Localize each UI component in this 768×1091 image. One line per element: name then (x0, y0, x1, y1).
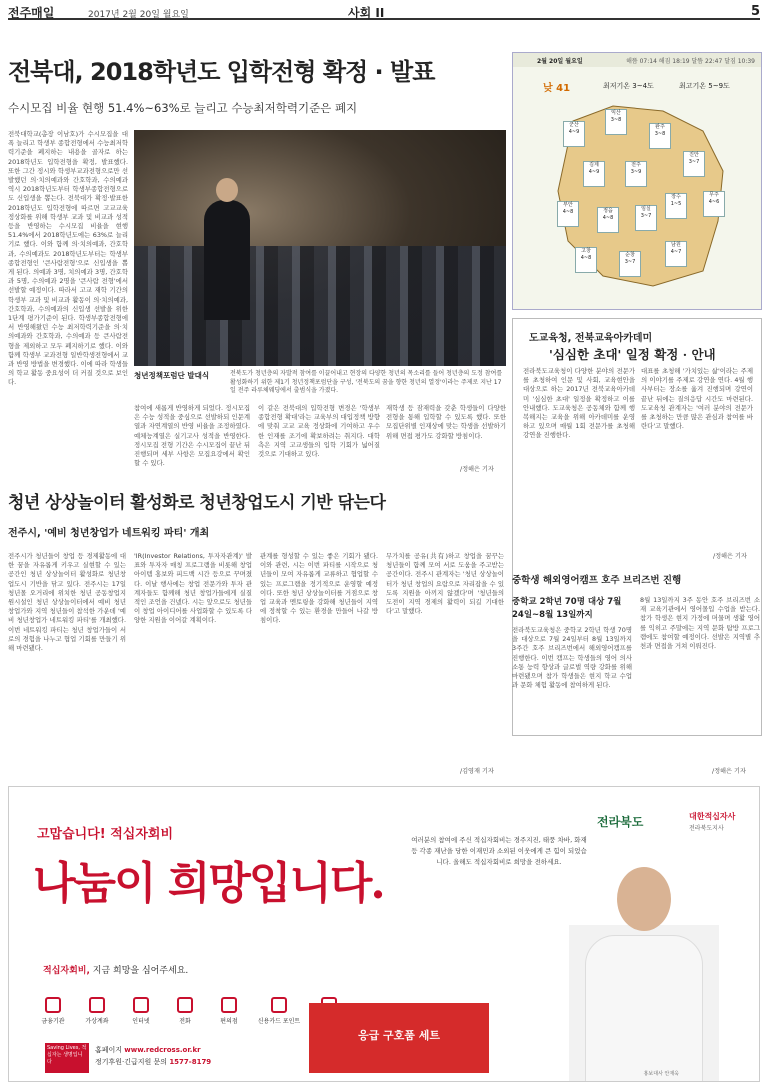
ambassador-credit: 홍보대사 안재욱 (643, 1071, 679, 1077)
ad-homepage: 홈페이지 www.redcross.or.kr (95, 1046, 201, 1054)
article4-column-1: 전라북도교육청은 중학교 2학년 학생 70명을 대상으로 7월 24일부터 8월 13일까지 3주간 호주 브리즈번에서 해외영어캠프를 진행한다. 이번 캠프는 학생들의 영어 의사소통 능력 향상과 글로벌 역량 강화를 위해 마련됐으며 참가 학생들은 현지 학교 수업과 문화 체험 활동에 참여하게 된다. (512, 626, 632, 690)
redcross-logo: 대한적십자사 (689, 812, 736, 821)
article1-column-2: 참여에 새롭게 반영하게 되었다. 정시모집은 수능 성적을 중심으로 선발하되 인문계열과 자연계열의 반영 비율을 조정하였다. 예체능계열은 실기고사 성적을 반영한다. 정시모집 전형 기간은 수시모집이 끝난 뒤 진행되며 세부 사항은 모집요강에서 확인할 수 있다. (134, 404, 250, 468)
article1-column-3: 이 같은 전북대의 입학전형 변경은 '학생부 종합전형 확대'라는 교육부의 대입정책 방향에 맞춰 고교 교육 정상화에 기여하고 우수한 인재를 조기에 확보하려는 취지다. 대학 측은 지역 고교생들의 입학 기회가 넓어질 것으로 기대하고 있다. (258, 404, 380, 459)
city-gunsan: 군산 4~9 (563, 121, 585, 147)
photo-speaker (204, 200, 250, 320)
temp-low: 최저기온 3~4도 (603, 82, 654, 90)
ad-message: 여러분의 참여에 주신 적십자회비는 경주지진, 태풍 차바, 화재 등 각종 재난을 당한 이재민과 소외된 이웃에게 큰 힘이 되었습니다. 올해도 적십자회비로 희망을 전하세요. (411, 836, 587, 866)
article1-column-4: 재학생 등 잠재력을 갖춘 학생들이 다양한 전형을 통해 입학할 수 있도록 했다. 또한 모집단위별 인재상에 맞는 학생을 선발하기 위해 면접 평가도 강화할 방침이다. (386, 404, 506, 440)
payment-methods (33, 997, 353, 1037)
article4-subtitle: 중학교 2학년 70명 대상 7월 24일~8월 13일까지 (512, 597, 622, 620)
ad-tagline: 적십자회비, 지금 희망을 심어주세요. (43, 966, 189, 976)
page-header (8, 4, 760, 20)
redcross-branch: 전라북도지사 (689, 825, 724, 832)
city-gimje: 김제 4~9 (583, 161, 605, 187)
saving-lives-badge: Saving Lives, 적십자는 생명입니다 (45, 1043, 89, 1073)
ad-phone: 정기후원·긴급지원 문의 1577-8179 (95, 1058, 212, 1066)
article2-title: '심심한 초대' 일정 확정 · 안내 (549, 347, 716, 362)
weather-date: 2월 20일 월요일 (537, 58, 583, 65)
city-gochang: 고창 4~8 (575, 247, 597, 273)
article3-column-2: 'IR(Investor Relations, 투자자관계)' 발표와 투자자 매칭 프로그램을 비롯해 창업 아이템 홍보와 피드백 시간 등으로 꾸며졌다. 이날 행사에는 창업 전문가와 투자 관계자들도 함께해 청년 창업가들에게 실질적인 조언을 건넸다. 시는 앞으로도 청년들이 창업 아이디어를 사업화할 수 있도록 다양한 지원을 이어갈 계획이다. (134, 552, 252, 625)
newspaper-logo: 전주매일 (8, 6, 55, 20)
article3-column-1: 전주시가 청년들이 창업 등 경제활동에 대한 꿈을 자유롭게 키우고 실현할 수 있는 공간인 청년 상상놀이터 활성화로 청년창업도시 기반을 닦고 있다. 전주시는 17일 청년몰 오거리에 위치한 청년 공동창업지원시설인 청년 상상놀이터에서 예비 청년창업가와 지역 청년들이 참석한 가운데 '예비 청년창업가 네트워킹 파티'를 개최했다. 이번 네트워킹 파티는 청년 창업가들이 서로의 경험을 나누고 협업 기회를 만들기 위해 마련됐다. (8, 552, 126, 653)
photo-caption: 전북도가 청년층의 자발적 참여를 이끌어내고 현장의 다양한 청년의 목소리를 들어 청년층의 도정 참여를 활성화하기 위한 제1기 청년정책포럼단을 구성, '전북도의 꿈을 향한 청년의 열정'이라는 주제로 지난 17일 전주 라루체웨딩에서 출범식을 가졌다. (230, 370, 503, 394)
city-iksan: 익산 3~8 (605, 109, 627, 135)
ad-signature: 고맙습니다! 적십자회비 (37, 827, 174, 842)
relief-kit-box: 응급 구호품 세트 (309, 1003, 489, 1073)
store-icon: 편의점 (209, 997, 249, 1025)
jeonbuk-logo: 전라북도 (597, 815, 644, 829)
article2-kicker: 도교육청, 전북교육아카데미 (529, 333, 653, 344)
phone-icon: 전화 (165, 997, 205, 1025)
jeonbuk-map (553, 101, 733, 291)
city-namwon: 남원 4~7 (665, 241, 687, 267)
article4-column-2: 8월 13일까지 3주 동안 호주 브리즈번 소재 교육기관에서 영어몰입 수업을 받는다. 참가 학생은 현지 가정에 머물며 생활 영어를 익히고 주말에는 지역 문화 탐방 프로그램에도 참여할 예정이다. 선발은 지역별 추천과 면접을 거쳐 이뤄진다. (640, 596, 760, 651)
page-number: 5 (750, 4, 760, 19)
article3-byline: /김영재 기자 (460, 768, 494, 775)
city-sunchang: 순창 3~7 (619, 251, 641, 277)
ambassador-photo (569, 857, 719, 1082)
section-title: 사회 II (348, 6, 385, 20)
article2-column-1: 전라북도교육청이 다양한 분야의 전문가를 초청하여 인문 및 사회, 교육현안을 대상으로 하는 2017년 전북교육아카데미 '심심한 초대' 일정을 확정하고 이를 안내했다. 도교육청은 공동체와 함께 행복해지는 교육을 위해 아카데미를 운영하고 있으며 매월 1회 전문가를 초청해 강연을 진행한다. (523, 367, 635, 440)
city-jeonju: 전주 3~9 (625, 161, 647, 187)
article4-title: 중학생 해외영어캠프 호주 브리즈번 진행 (512, 575, 682, 586)
article2-byline: /정해은 기자 (713, 553, 747, 560)
article1-subtitle: 수시모집 비율 현행 51.4%~63%로 늘리고 수능최저학력기준은 폐지 (8, 101, 358, 115)
article1-photo (134, 130, 506, 366)
ambassador-body (585, 935, 703, 1082)
article2-column-2: 대표를 초청해 '가치있는 삶'이라는 주제의 이야기를 주제로 강연을 연다. 4월 행사부터는 장소를 옮겨 진행되며 강연이 끝난 뒤에는 질의응답 시간도 마련된다. 도교육청 관계자는 '여러 분야의 전문가를 초청하는 만큼 많은 관심과 참여를 바란다'고 말했다. (641, 367, 753, 431)
issue-date: 2017년 2월 20일 월요일 (88, 10, 189, 20)
internet-icon: 인터넷 (121, 997, 161, 1025)
virtual-account-icon: 가상계좌 (77, 997, 117, 1025)
article3-column-4: 무가치를 공유(共有)하고 창업을 꿈꾸는 청년들이 함께 모여 서로 도움을 주고받는 공간이다. 전주시 관계자는 '청년 상상놀이터가 청년 창업의 요람으로 자리잡을 수 있도록 지원을 아끼지 않겠다'며 '청년들의 도전이 지역 경제의 활력이 되길 기대한다'고 말했다. (386, 552, 504, 616)
city-imsil: 임실 3~7 (635, 205, 657, 231)
city-jeongeup: 정읍 4~8 (597, 207, 619, 233)
article1-column-1: 전북대학교(총장 이남호)가 수시모집을 대폭 늘리고 학생부 종합전형에서 수능최저학력기준을 폐지하는 내용을 골자로 하는 2018학년도 입학전형을 확정, 발표했다. 또한 그간 정시와 학생부교과전형으로만 선발했던 의·치의예과와 간호학과, 수의예과 역시 2018학년도부터 학생부종합전형으로도 신입생을 뽑는다. 전북대가 확정·발표한 2018학년도 입학전형에 따르면 고교교육 정상화를 위해 학생부 교과 및 비교과 성적 등을 반영하는 수시모집 비율을 현행 51.4%에서 2018학년도에는 63%로 늘리기로 했다. 이와 함께 의·치의예과, 간호학과, 수의예과도 2018학년도부터는 학생부종합전형인 '큰사람전형'으로 신입생을 뽑게 된다. 의예과 3명, 치의예과 3명, 간호학과 5명, 수의예과 2명을 '큰사람 전형'에서 선발할 예정이다. 따라서 고교 재학 기간의 학생부 교과 및 비교과 활동이 의·치의예과, 간호학과, 수의예과의 신입생 선발을 위한 1단계 평가기준이 된다. 학생부종합전형에서 반영해왔던 수능 최저학력기준을 의·치의예과와 간호학과, 수의예과 등 큰사람전형을 제외하고 모두 폐지하기로 했다. 이와 함께 학생부 교과전형 일반학생전형에서 교과 반영 방법을 변경했다. 이에 따라 학생들의 학교 활동 중요성이 더 커질 것으로 보인다. (8, 130, 128, 387)
weather-header (513, 53, 761, 67)
ad-slogan: 나눔이 희망입니다. (33, 858, 384, 909)
city-buan: 부안 4~8 (557, 201, 579, 227)
article3-column-3: 관계를 형성할 수 있는 좋은 기회가 됐다. 이와 관련, 시는 이번 파티를 시작으로 청년들이 모여 자유롭게 교류하고 협업할 수 있는 프로그램을 정기적으로 운영할 예정이다. 또한 청년 상상놀이터를 거점으로 창업 교육과 멘토링을 강화해 청년들이 지역에 정착할 수 있는 환경을 만들어 나갈 방침이다. (260, 552, 378, 625)
article4-byline: /정해은 기자 (712, 768, 746, 775)
city-wanju: 완주 3~8 (649, 123, 671, 149)
article1-byline: /정해은 기자 (460, 466, 494, 473)
sun-moon-times: 해뜸 07:14 해짐 18:19 달뜸 22:47 달짐 10:39 (626, 58, 755, 65)
photo-audience (134, 246, 506, 366)
temp-high: 최고기온 5~9도 (679, 82, 730, 90)
article3-title: 청년 상상놀이터 활성화로 청년창업도시 기반 닦는다 (8, 493, 386, 513)
article3-subtitle: 전주시, '예비 청년창업가 네트워킹 파티' 개최 (8, 528, 210, 539)
city-muju: 무주 4~6 (703, 191, 725, 217)
weather-box (512, 52, 762, 310)
bank-icon: 금융기관 (33, 997, 73, 1025)
article1-title: 전북대, 2018학년도 입학전형 확정 · 발표 (8, 58, 435, 86)
ambassador-head (617, 867, 671, 931)
weather-label: 낮 41 (543, 83, 571, 94)
card-points-icon: 신용카드 포인트 (253, 997, 305, 1025)
photo-caption-title: 청년정책포럼단 발대식 (134, 371, 210, 380)
city-jangsu: 장수 1~5 (665, 193, 687, 219)
redcross-ad (8, 786, 760, 1082)
city-jinan: 진안 3~7 (683, 151, 705, 177)
